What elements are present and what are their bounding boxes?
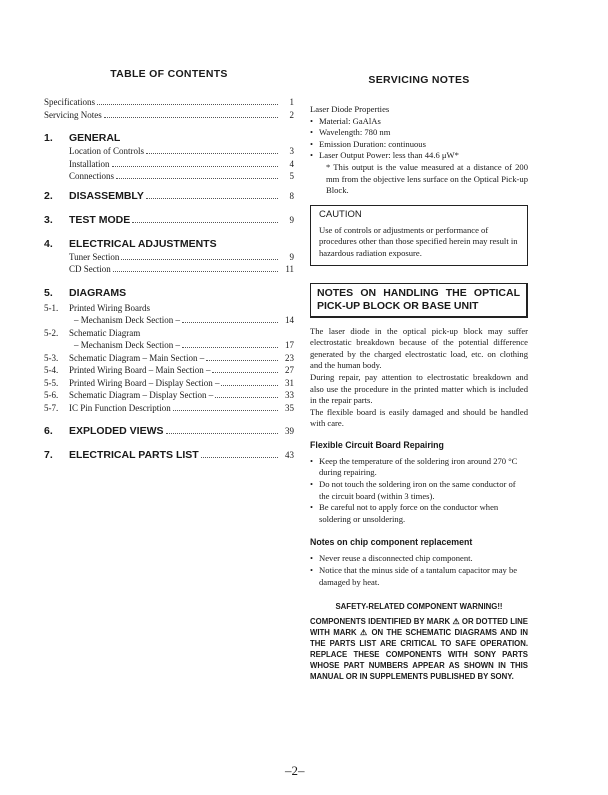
toc-entry: 5-7. IC Pin Function Description 35 (44, 402, 294, 413)
toc-section-heading: 3. TEST MODE 9 (44, 213, 294, 226)
toc-entry: – Mechanism Deck Section – 17 (74, 340, 294, 350)
toc-entry: 5-3. Schematic Diagram – Main Section – 23 (44, 352, 294, 363)
toc-entry: 5-1. Printed Wiring Boards (44, 302, 150, 313)
laser-heading: Laser Diode Properties (310, 104, 390, 114)
safety-heading: SAFETY-RELATED COMPONENT WARNING!! (335, 602, 503, 612)
toc-entry: Installation 4 (69, 158, 294, 169)
servicing-notes (310, 68, 528, 682)
toc-entry: Connections 5 (69, 171, 294, 181)
toc-entry: Location of Controls 3 (69, 146, 294, 156)
caution-text: Use of controls or adjustments or performance of procedures other than those specified herein may result in hazardous radiation exposure. (319, 224, 518, 258)
handling-text: The flexible board is easily damaged and should be handled with care. (310, 406, 528, 429)
page-number: –2– (285, 763, 305, 778)
toc-entry: – Mechanism Deck Section – 14 (74, 315, 294, 325)
handling-text: The laser diode in the optical pick-up block may suffer electrostatic breakdown because of the potential difference generated by the charged electrostatic load, etc. on clothing and the human body. (310, 325, 528, 371)
handling-heading: NOTES ON HANDLING THE OPTICAL PICK-UP BLOCK OR BASE UNIT (310, 283, 528, 318)
laser-properties: • Material: GaAlAs • Wavelength: 780 nm • Emission Duration: continuous • Laser Output Power: less than 44.6 μW* (310, 116, 528, 162)
toc-section-heading: 7. ELECTRICAL PARTS LIST 43 (44, 449, 294, 461)
servicing-title: SERVICING NOTES (368, 74, 470, 86)
toc-section-heading: 5. DIAGRAMS (44, 286, 127, 299)
toc-section-heading: 2. DISASSEMBLY 8 (44, 189, 294, 202)
toc-entry: 5-5. Printed Wiring Board – Display Section – 31 (44, 377, 294, 388)
toc-section-heading: 1. GENERAL (44, 132, 121, 144)
toc-section-heading: 4. ELECTRICAL ADJUSTMENTS (44, 237, 217, 250)
chip-list: • Never reuse a disconnected chip component. • Notice that the minus side of a tantalum capacitor may be damaged by heat. (310, 553, 528, 588)
chip-heading: Notes on chip component replacement (310, 537, 473, 548)
fpc-list: • Keep the temperature of the soldering iron around 270 °C during repairing. • Do not touch the soldering iron on the same conductor of the circuit board (within 3 times). • Be careful not to apply force on the conductor when soldering or unsoldering. (310, 456, 528, 526)
toc-entry: Specifications 1 (44, 97, 294, 107)
toc-entry: 5-6. Schematic Diagram – Display Section – 33 (44, 390, 294, 400)
laser-note: * This output is the value measured at a distance of 200 mm from the objective lens surface on the Optical Pick-up Block. (326, 161, 528, 196)
caution-title: CAUTION (319, 208, 362, 220)
toc-entry: Tuner Section 9 (69, 251, 294, 262)
toc-entry: Servicing Notes 2 (44, 109, 294, 120)
toc-section-heading: 6. EXPLODED VIEWS 39 (44, 425, 294, 437)
toc-entry: 5-2. Schematic Diagram (44, 327, 141, 338)
fpc-heading: Flexible Circuit Board Repairing (310, 439, 444, 450)
toc-title: TABLE OF CONTENTS (110, 68, 228, 80)
caution-box (310, 205, 528, 266)
safety-text: COMPONENTS IDENTIFIED BY MARK ⚠ OR DOTTED LINE WITH MARK ⚠ ON THE SCHEMATIC DIAGRAMS AND IN THE PARTS LIST ARE CRITICAL TO SAFE OPERATION. REPLACE THESE COMPONENTS WITH SONY PARTS WHOSE PART NUMBERS APPEAR AS SHOWN IN THIS MANUAL OR IN SUPPLEMENTS PUBLISHED BY SONY. (310, 617, 528, 682)
toc-entry: 5-4. Printed Wiring Board – Main Section – 27 (44, 365, 294, 375)
table-of-contents (44, 68, 294, 462)
handling-text: During repair, pay attention to electrostatic breakdown and also use the procedure in the printed matter which is included in the repair parts. (310, 371, 528, 406)
toc-entry: CD Section 11 (69, 264, 294, 274)
